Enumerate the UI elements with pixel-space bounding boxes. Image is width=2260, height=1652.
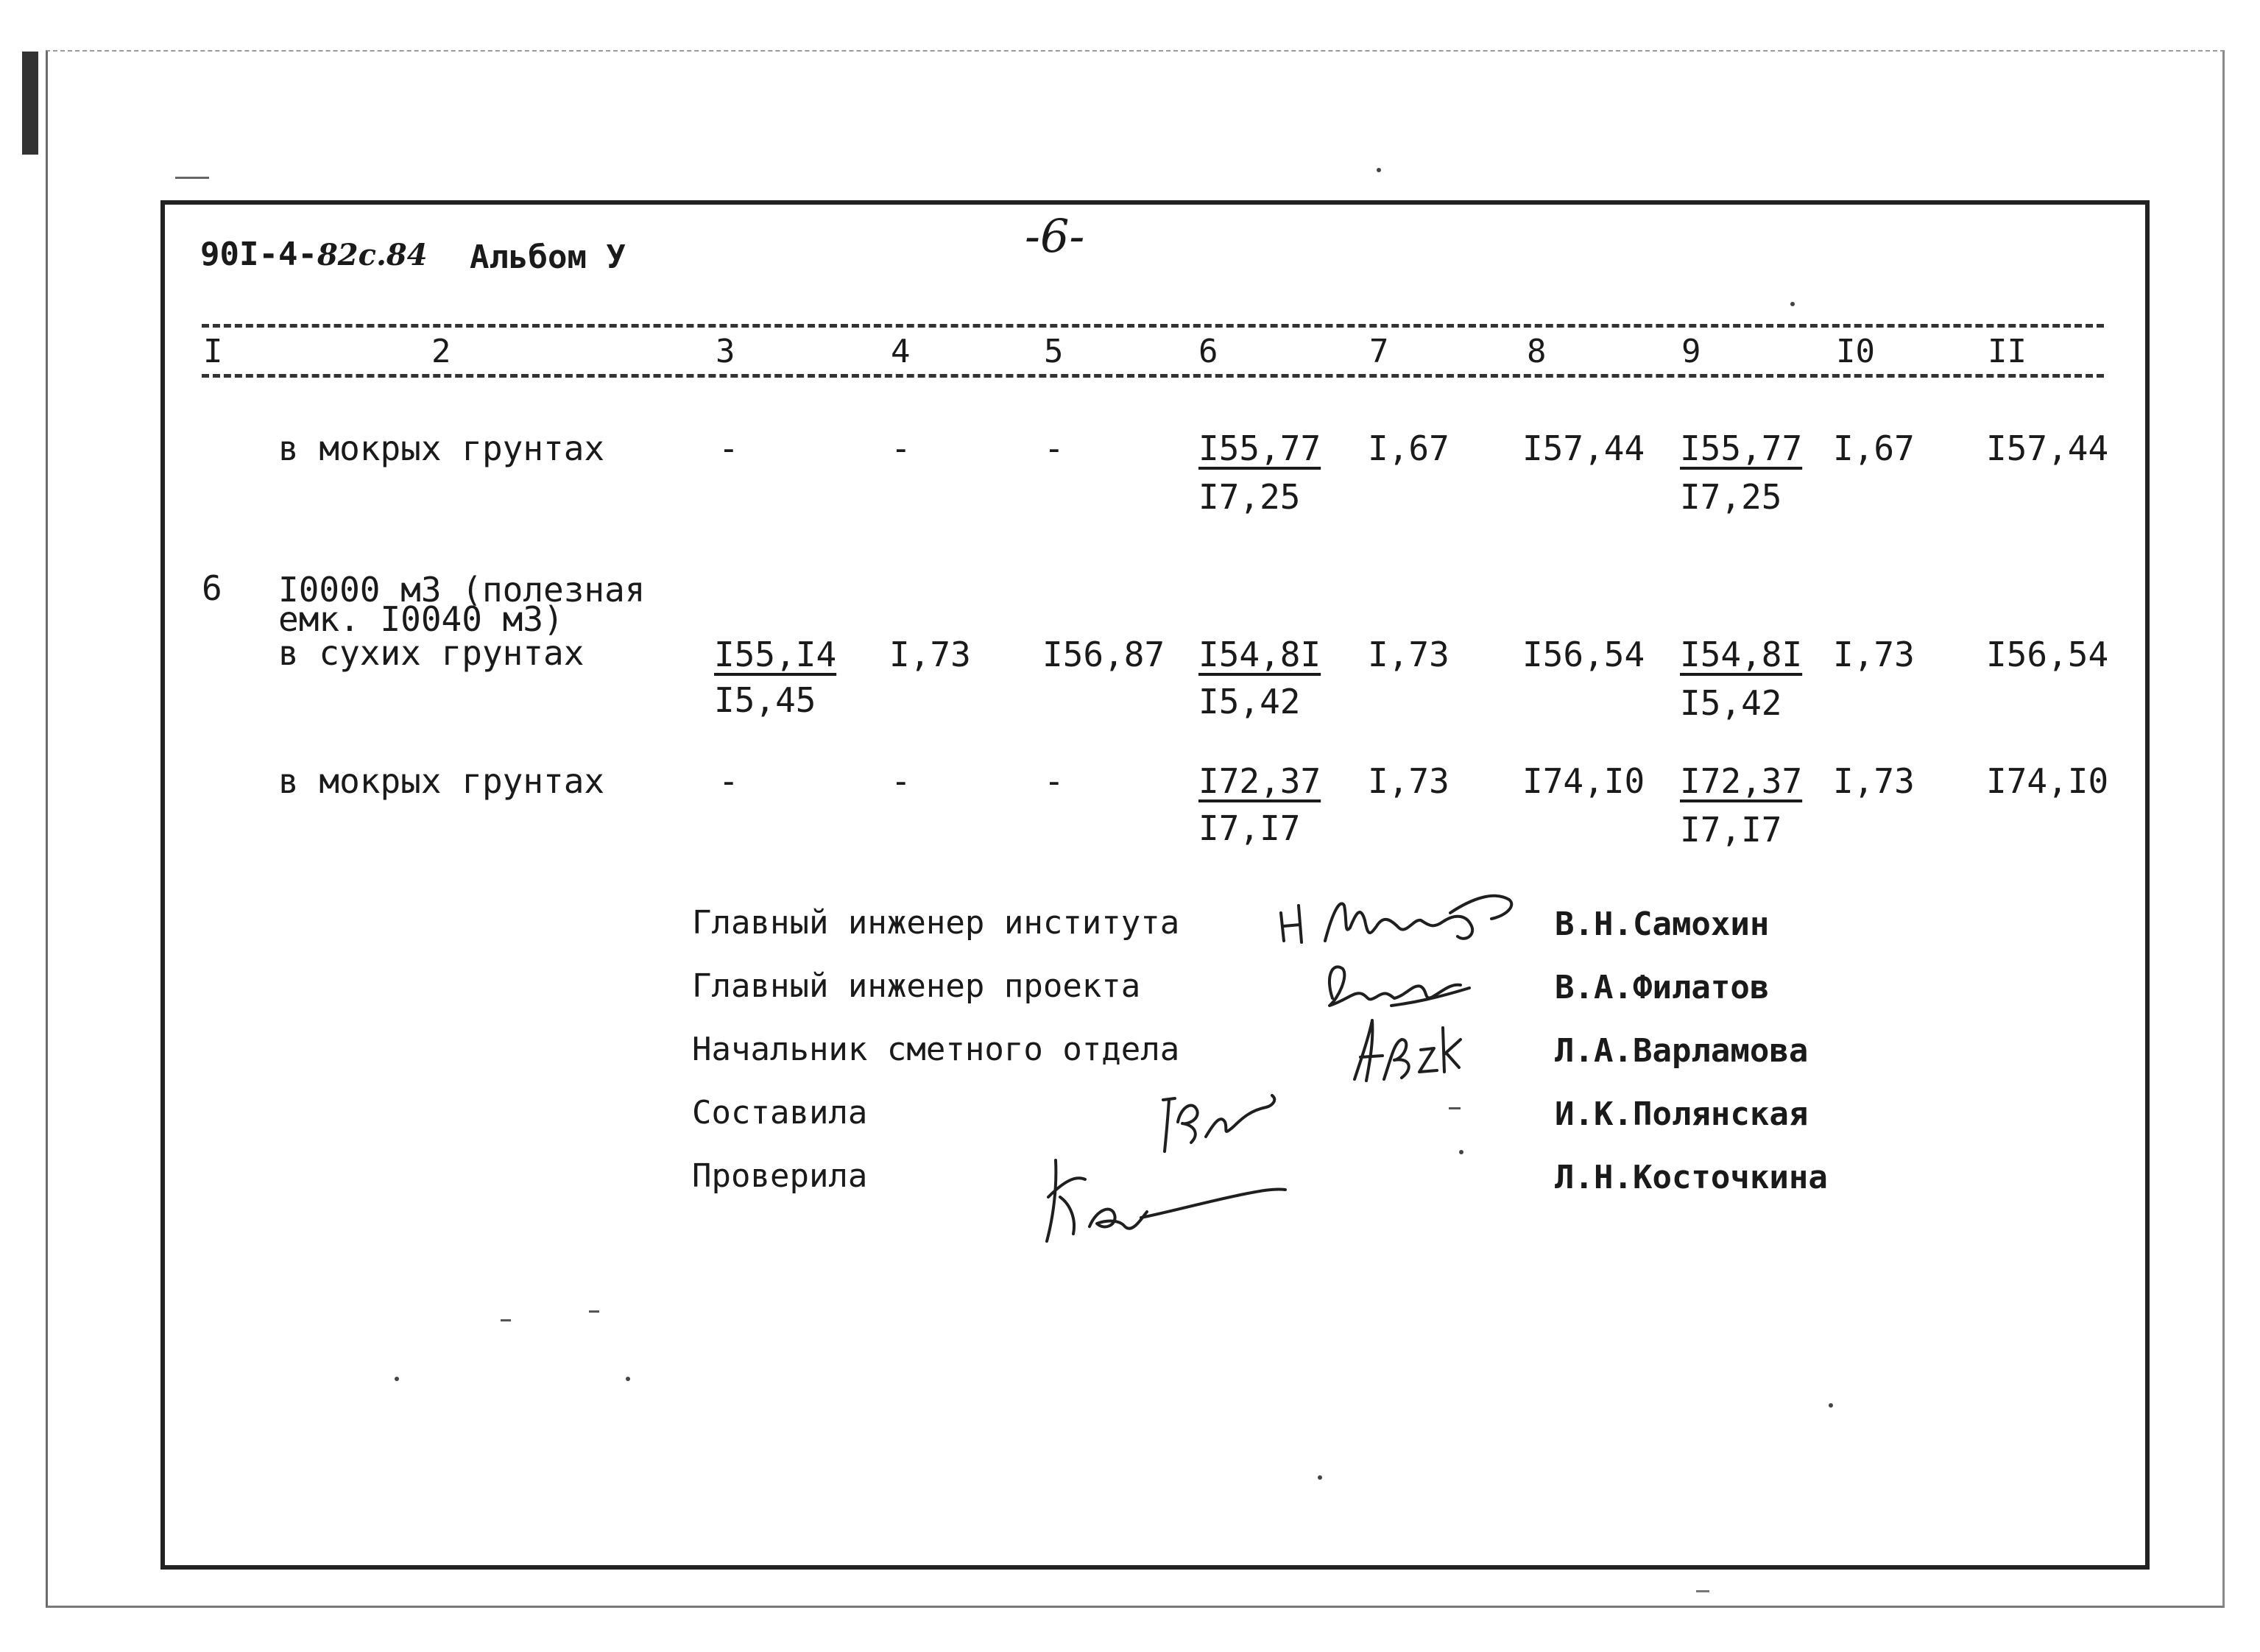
album-label: Альбом У xyxy=(470,239,626,276)
margin-tick xyxy=(175,177,209,179)
cell-col9-sub: I7,I7 xyxy=(1680,810,1782,850)
cell-col5: - xyxy=(1044,428,1064,468)
col-header-1: I xyxy=(203,333,223,370)
cell-col3: - xyxy=(718,761,739,801)
cell-col9-sub: I5,42 xyxy=(1680,683,1782,723)
cell-col7: I,73 xyxy=(1368,761,1449,801)
stray-dash xyxy=(1696,1590,1709,1592)
cell-col3-sub: I5,45 xyxy=(714,680,816,720)
scan-speck xyxy=(1318,1475,1322,1480)
signature-role: Проверила xyxy=(692,1157,868,1195)
cell-col11: I56,54 xyxy=(1986,635,2109,674)
scan-speck xyxy=(626,1377,630,1381)
col-header-3: 3 xyxy=(716,333,735,370)
col-header-5: 5 xyxy=(1044,333,1064,370)
signature-role: Составила xyxy=(692,1094,868,1132)
cell-col5: - xyxy=(1044,761,1064,801)
cell-col6: I55,77 xyxy=(1198,428,1321,468)
row-name-line1: I0000 м3 (полезная xyxy=(278,570,646,610)
cell-col7: I,67 xyxy=(1368,428,1449,468)
cell-col10: I,73 xyxy=(1833,761,1915,801)
signature-role: Главный инженер института xyxy=(692,904,1180,942)
signatory-name: В.Н.Самохин xyxy=(1555,906,1770,943)
cell-col10: I,73 xyxy=(1833,635,1915,674)
cell-col4: - xyxy=(891,761,911,801)
cell-col11: I74,I0 xyxy=(1986,761,2109,801)
document-code-printed: 90I-4- xyxy=(200,236,317,273)
stray-dash xyxy=(501,1319,511,1321)
row-name-line2: емк. I0040 м3) xyxy=(278,599,564,639)
cell-col3: I55,I4 xyxy=(714,635,837,674)
col-header-11: II xyxy=(1988,333,2027,370)
cell-col6-sub: I7,I7 xyxy=(1198,808,1301,848)
signatory-name: Л.А.Варламова xyxy=(1555,1032,1809,1070)
col-header-2: 2 xyxy=(431,333,451,370)
cell-col8: I74,I0 xyxy=(1522,761,1645,801)
col-header-7: 7 xyxy=(1369,333,1389,370)
signature-role: Главный инженер проекта xyxy=(692,967,1141,1005)
col-header-8: 8 xyxy=(1527,333,1547,370)
document-code-handwritten: 82c.84 xyxy=(317,238,428,272)
row-name-line3: в сухих грунтах xyxy=(278,633,585,673)
cell-col6-sub: I5,42 xyxy=(1198,682,1301,721)
cell-col4: I,73 xyxy=(889,635,971,674)
sheet-frame xyxy=(160,200,2150,1570)
cell-col6: I54,8I xyxy=(1198,635,1321,674)
cell-col11: I57,44 xyxy=(1986,428,2109,468)
col-header-10: I0 xyxy=(1836,333,1875,370)
cell-col6-sub: I7,25 xyxy=(1198,477,1301,517)
row-number: 6 xyxy=(202,568,222,608)
col-header-9: 9 xyxy=(1681,333,1701,370)
cell-col7: I,73 xyxy=(1368,635,1449,674)
row-name: в мокрых грунтах xyxy=(278,428,605,468)
scan-speck xyxy=(395,1377,399,1381)
binding-mark xyxy=(22,52,38,155)
cell-col3: - xyxy=(718,428,739,468)
signatory-name: В.А.Филатов xyxy=(1555,969,1770,1006)
cell-col4: - xyxy=(891,428,911,468)
signature-mark-3 xyxy=(1340,1013,1472,1087)
stray-dash xyxy=(589,1310,599,1313)
cell-col5: I56,87 xyxy=(1042,635,1165,674)
cell-col9-sub: I7,25 xyxy=(1680,477,1782,517)
page-number: -6- xyxy=(1025,209,1085,263)
col-header-6: 6 xyxy=(1198,333,1218,370)
cell-col9: I54,8I xyxy=(1680,635,1803,674)
document-code xyxy=(200,236,428,273)
scan-speck xyxy=(1790,302,1795,306)
header-rule-top xyxy=(202,324,2104,328)
signature-role: Начальник сметного отдела xyxy=(692,1031,1180,1068)
signatory-name: Л.Н.Косточкина xyxy=(1555,1159,1828,1196)
scan-speck xyxy=(1829,1403,1833,1408)
row-name: в мокрых грунтах xyxy=(278,761,605,801)
signatory-name: И.К.Полянская xyxy=(1555,1095,1809,1133)
signature-mark-5 xyxy=(1031,1138,1310,1249)
stray-dash xyxy=(1449,1107,1461,1109)
scan-speck xyxy=(1377,168,1381,172)
scan-speck xyxy=(1459,1150,1463,1154)
col-header-4: 4 xyxy=(891,333,911,370)
cell-col9: I55,77 xyxy=(1680,428,1803,468)
cell-col9: I72,37 xyxy=(1680,761,1803,801)
header-rule-bottom xyxy=(202,374,2104,378)
cell-col6: I72,37 xyxy=(1198,761,1321,801)
cell-col10: I,67 xyxy=(1833,428,1915,468)
cell-col8: I57,44 xyxy=(1522,428,1645,468)
cell-col8: I56,54 xyxy=(1522,635,1645,674)
